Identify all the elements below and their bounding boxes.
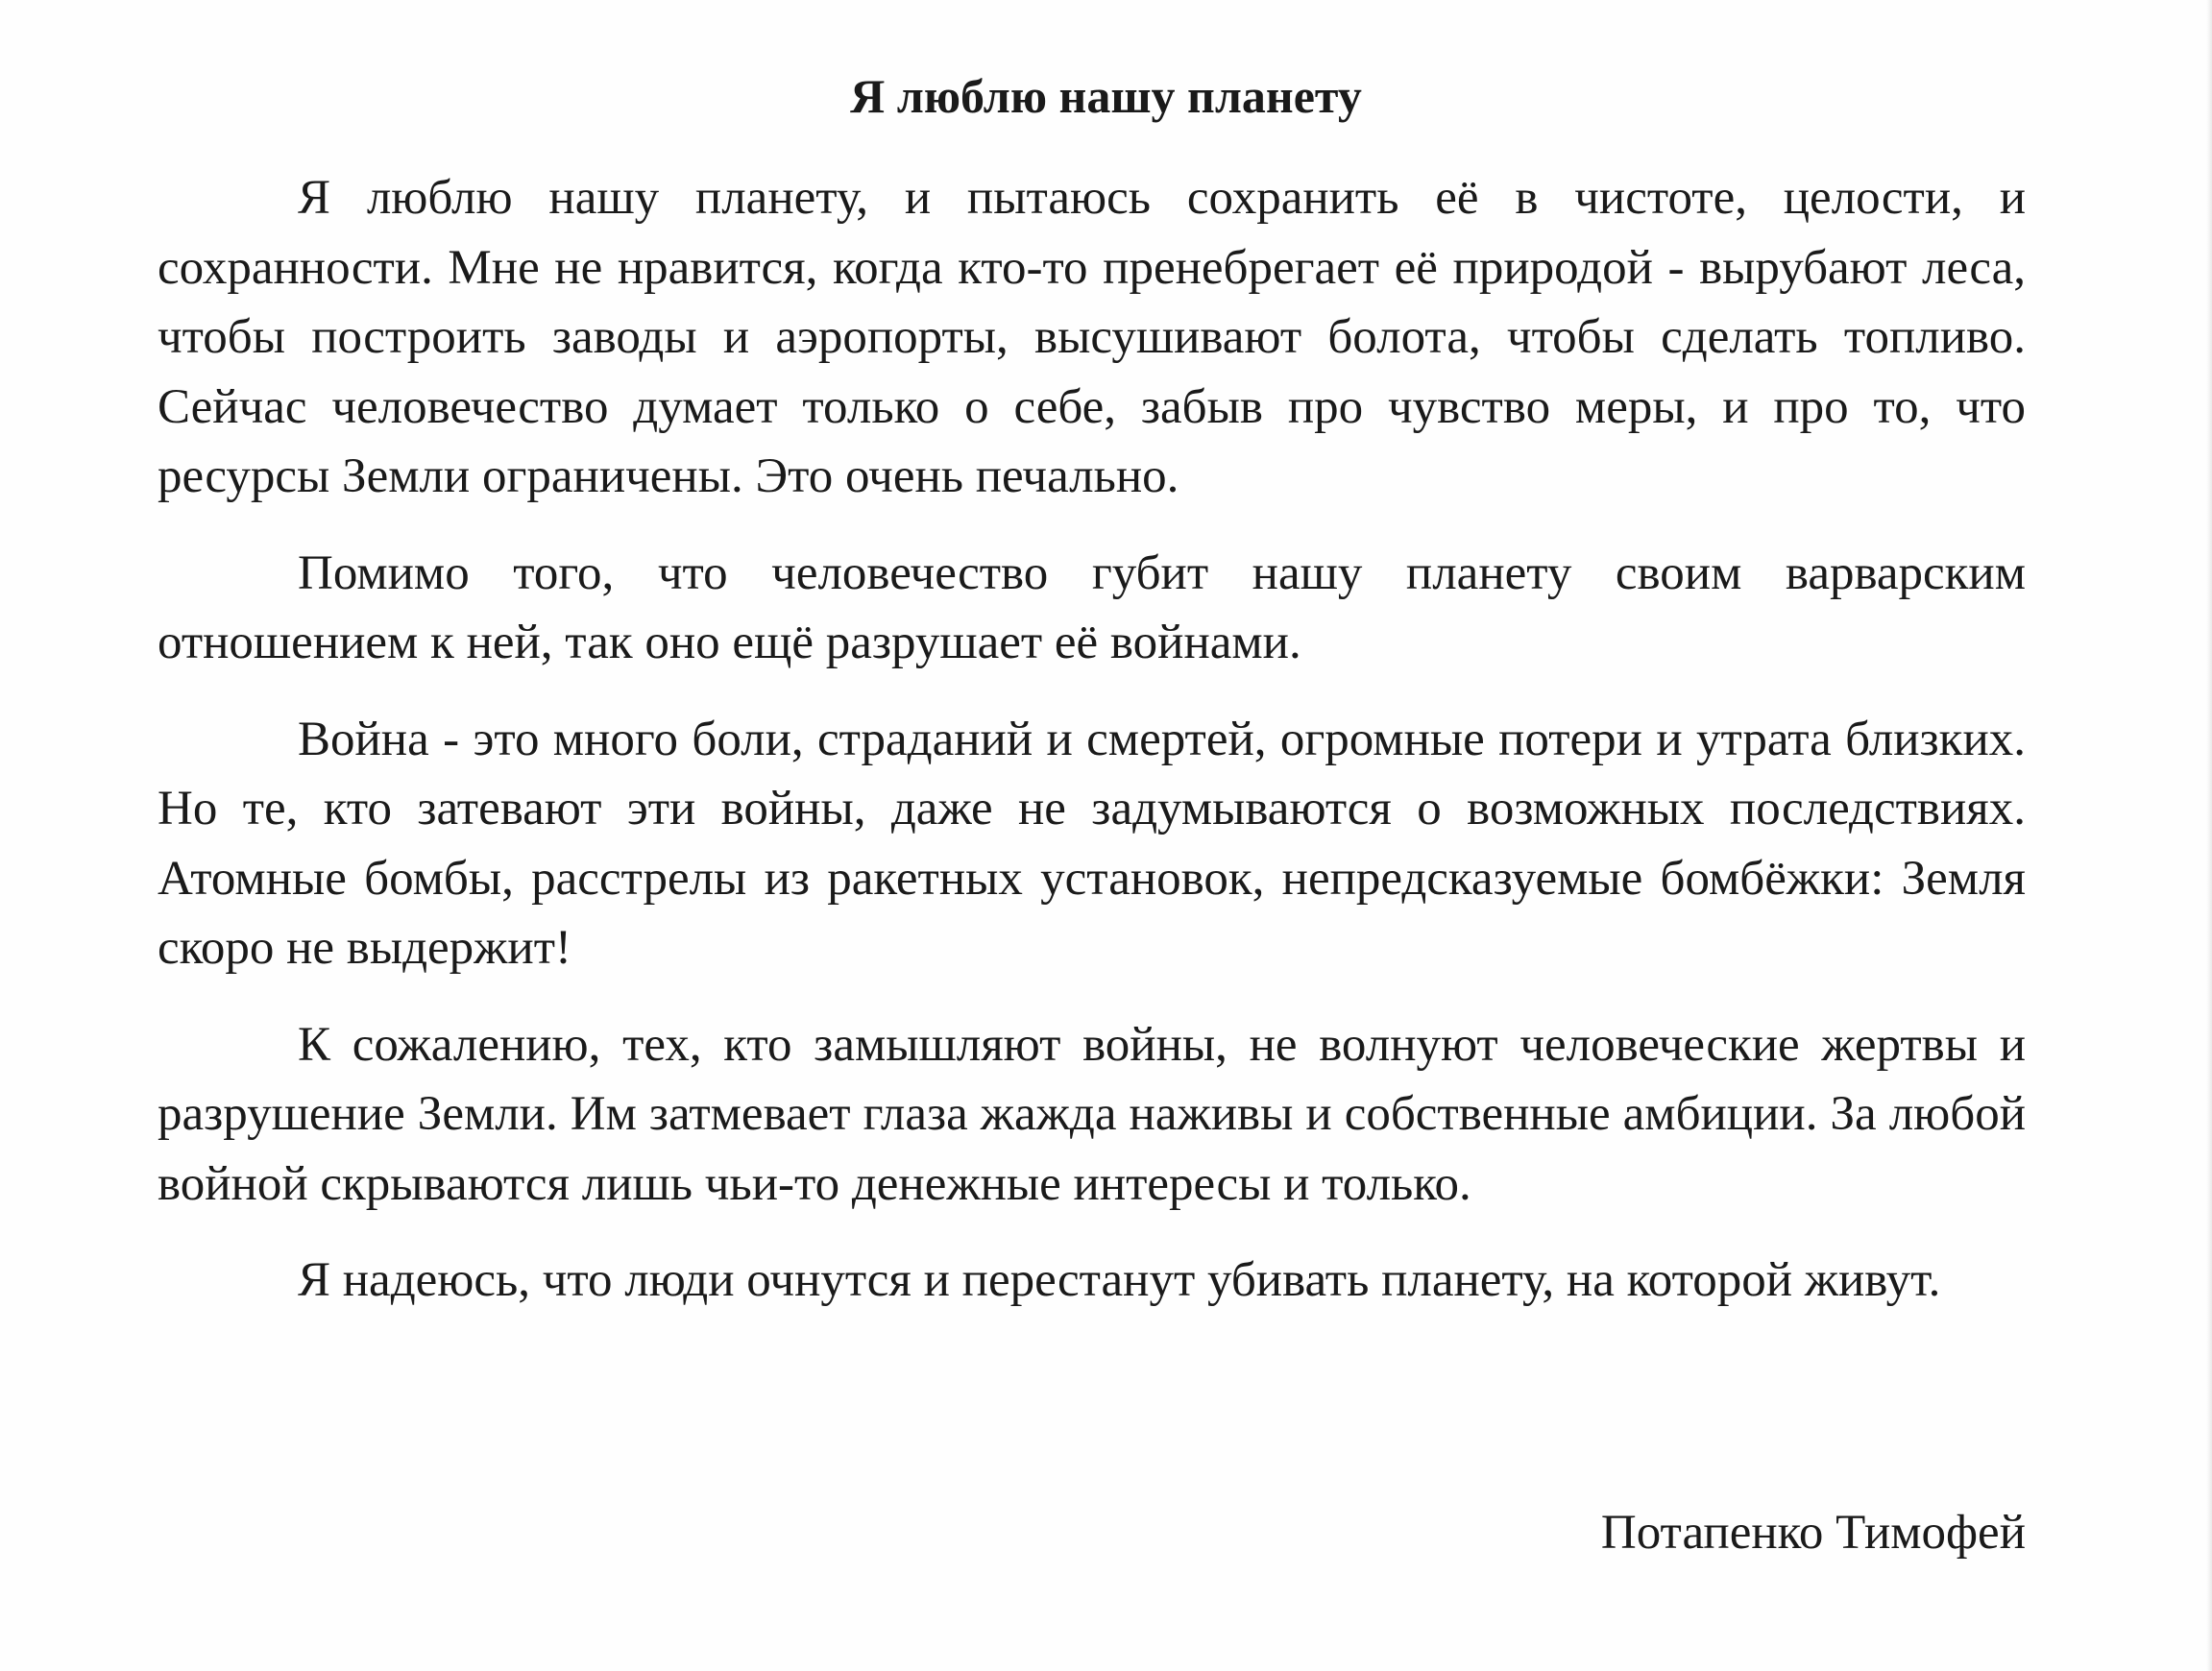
paragraph-5: Я надеюсь, что люди очнутся и перестанут убивать планету, на которой живут. <box>298 1253 1941 1307</box>
scan-edge <box>2206 0 2212 1671</box>
paragraph-4: К сожалению, тех, кто замышляют войны, не волнуют человеческие жертвы и разрушение Земли. Им затмевает глаза жажда наживы и собственные амбиции. За любой войной скрываются лишь чьи-то денежные интересы и только. <box>158 1017 2026 1211</box>
paragraph-3: Война - это много боли, страданий и смертей, огромные потери и утрата близких. Но те, кто затевают эти войны, даже не задумываются о возможных последствиях. Атомные бомбы, расстрелы из ракетных установок, непредсказуемые бомбёжки: Земля скоро не выдержит! <box>158 712 2026 975</box>
paragraph-1: Я люблю нашу планету, и пытаюсь сохранить её в чистоте, целости, и сохранности. Мне не нравится, когда кто-то пренебрегает её природой - вырубают леса, чтобы построить заводы и аэропорты, высушивают болота, чтобы сделать топливо. Сейчас человечество думает только о себе, забыв про чувство меры, и про то, что ресурсы Земли ограничены. Это очень печально. <box>158 171 2026 503</box>
author-signature: Потапенко Тимофей <box>1600 1506 2026 1560</box>
document-body <box>158 163 2026 1343</box>
paragraph-2: Помимо того, что человечество губит нашу планету своим варварским отношением к ней, так оно ещё разрушает её войнами. <box>158 545 2026 669</box>
document-title: Я люблю нашу планету <box>850 69 1362 123</box>
